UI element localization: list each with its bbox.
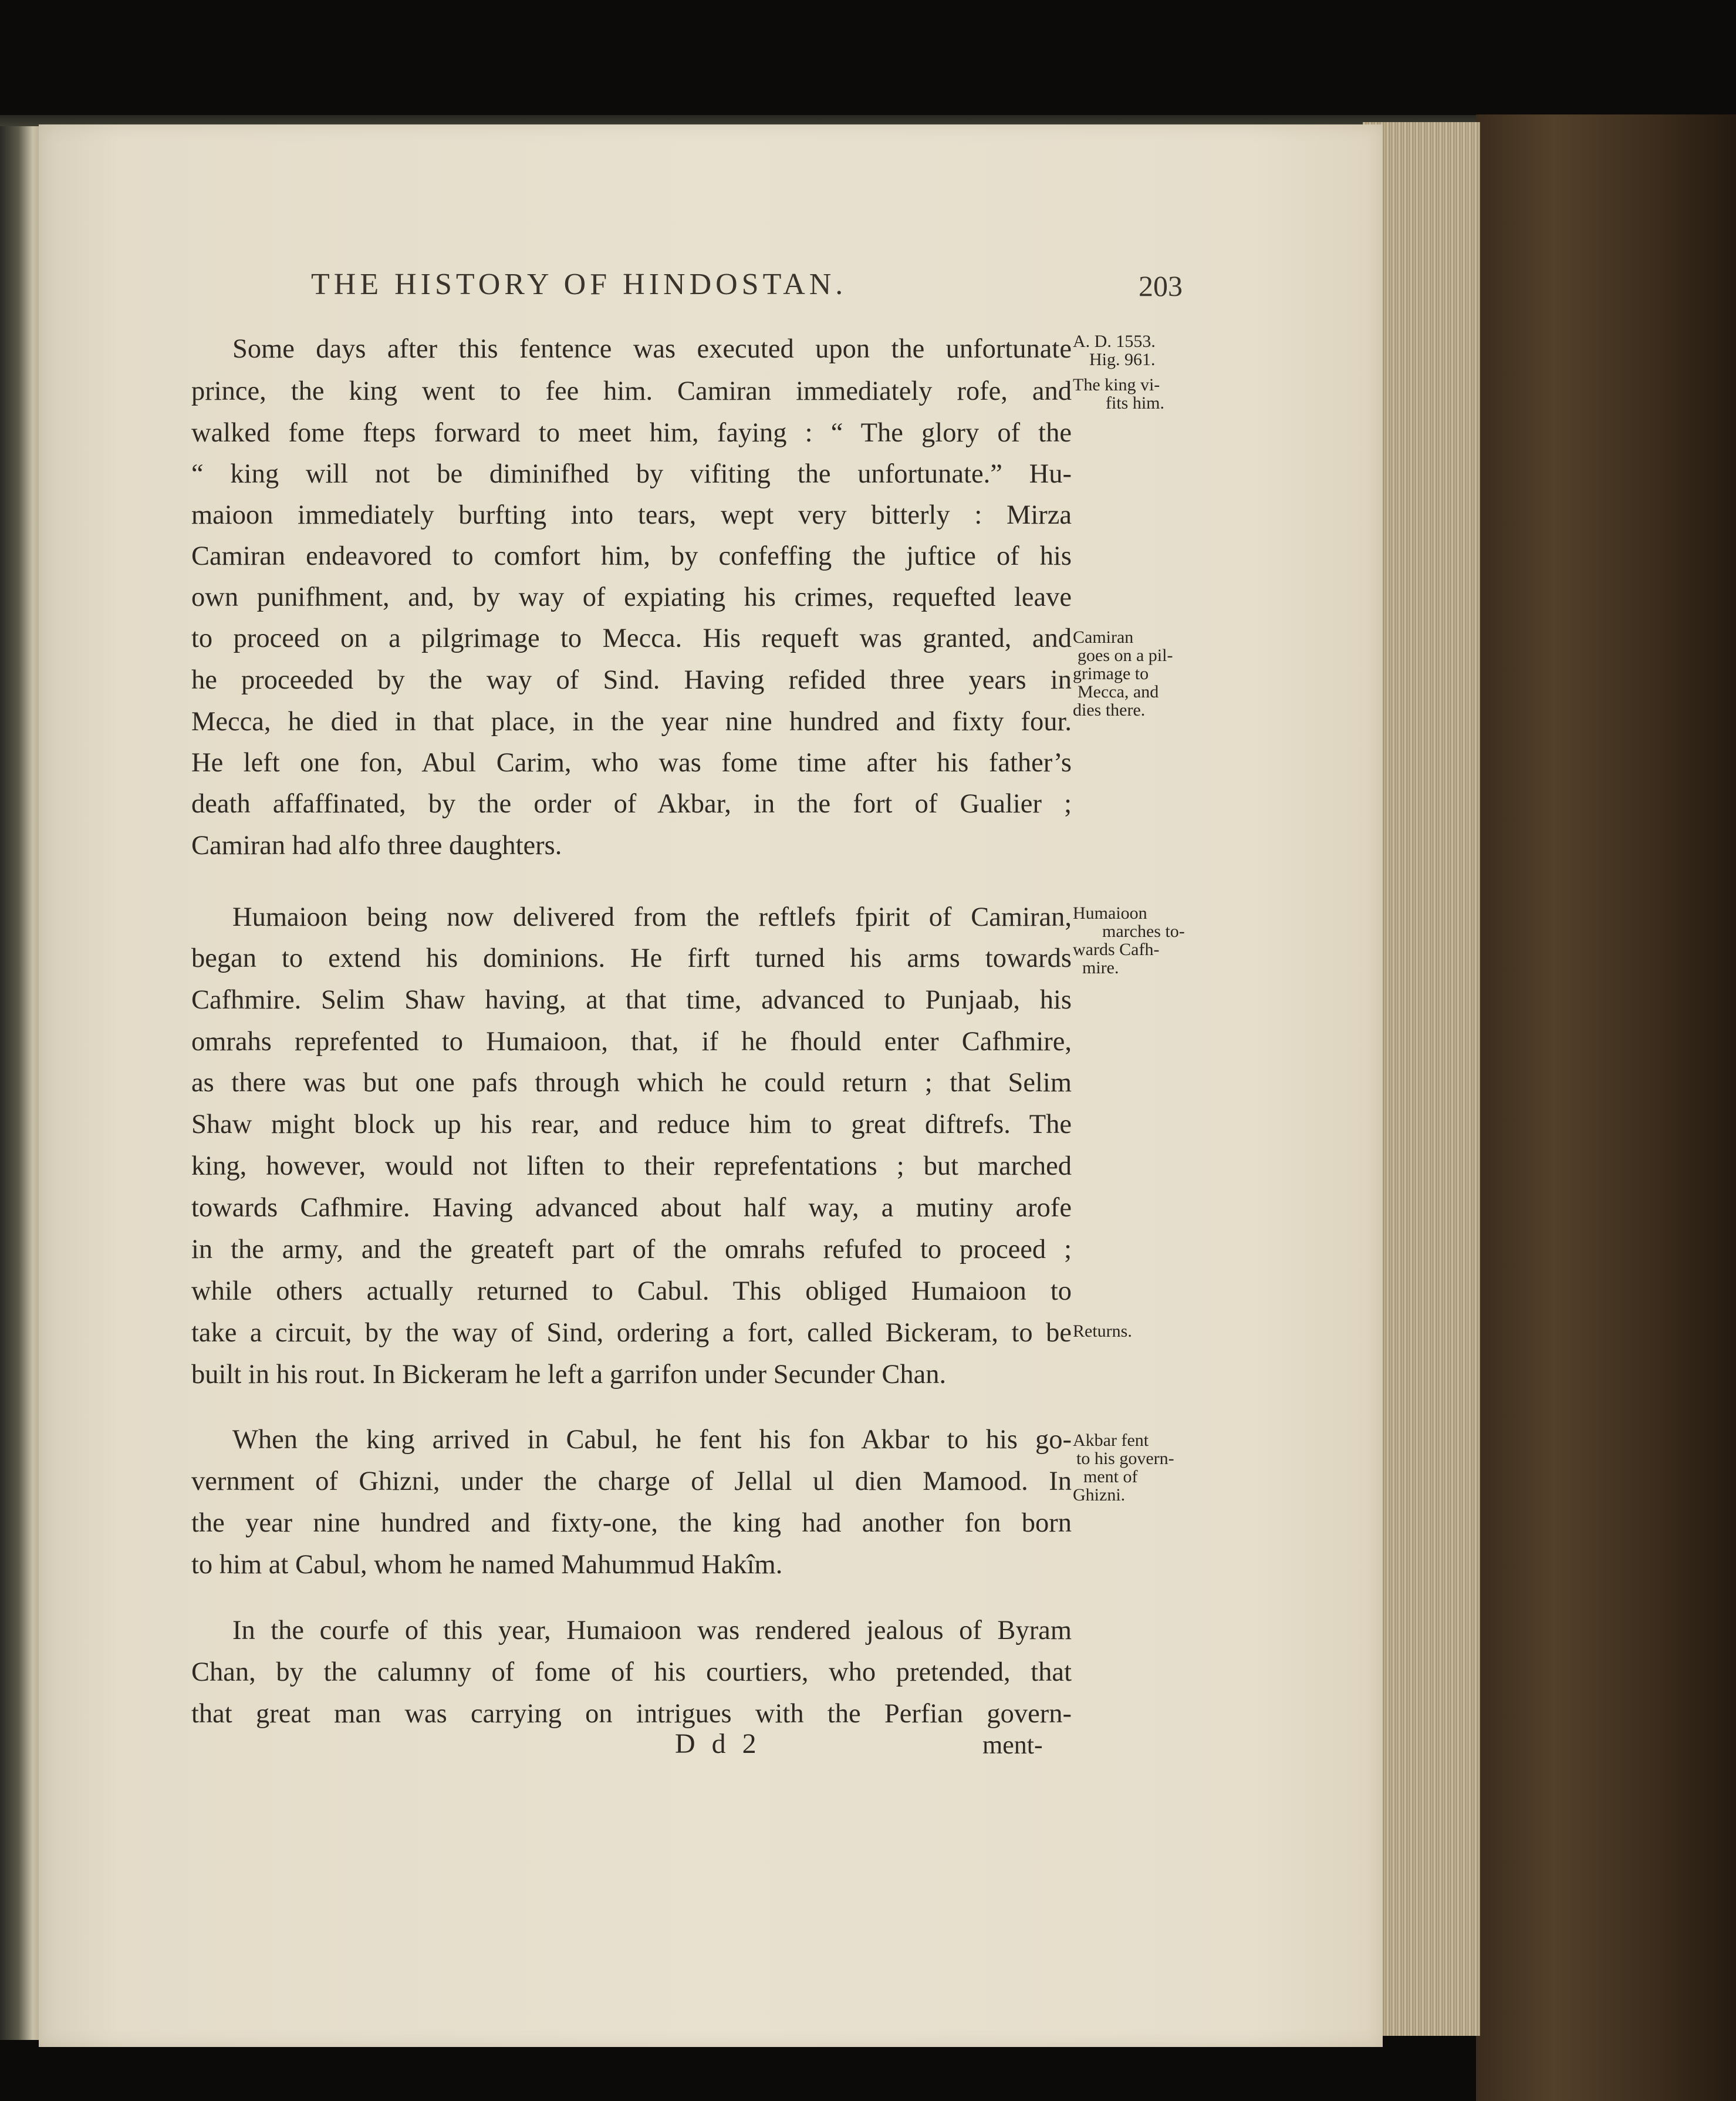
- text-line: to proceed on a pilgrimage to Mecca. His requeft was granted, and: [191, 623, 1072, 653]
- text-line: omrahs reprefented to Humaioon, that, if he fhould enter Cafhmire,: [191, 1027, 1072, 1057]
- marginal-note-date: A. D. 1553. Hig. 961.: [1073, 332, 1156, 369]
- text-line: began to extend his dominions. He firft turned his arms towards: [191, 943, 1072, 973]
- text-line: as there was but one pafs through which he could return ; that Selim: [191, 1068, 1072, 1098]
- text-line: king, however, would not liften to their reprefentations ; but marched: [191, 1151, 1072, 1181]
- text-line: Camiran had alfo three daughters.: [191, 831, 562, 861]
- text-line: He left one fon, Abul Carim, who was fome time after his father’s: [191, 748, 1072, 778]
- text-line: “ king will not be diminifhed by vifiting the unfortunate.” Hu-: [191, 459, 1072, 489]
- text-line: that great man was carrying on intrigues with the Perfian govern-: [191, 1699, 1072, 1729]
- text-line: maioon immediately burfting into tears, wept very bitterly : Mirza: [191, 500, 1072, 530]
- text-line: the year nine hundred and fixty-one, the king had another fon born: [191, 1508, 1072, 1538]
- left-page-edge: [0, 126, 41, 2040]
- text-line: in the army, and the greateft part of the omrahs refufed to proceed ;: [191, 1235, 1072, 1264]
- leather-cover: [1476, 114, 1736, 2101]
- signature-mark: D d 2: [675, 1728, 761, 1759]
- page-number: 203: [1139, 269, 1183, 302]
- text-line: Some days after this fentence was executed upon the unfortunate: [232, 334, 1072, 364]
- text-line: Cafhmire. Selim Shaw having, at that time, advanced to Punjaab, his: [191, 985, 1072, 1015]
- text-line: Camiran endeavored to comfort him, by confeffing the juftice of his: [191, 541, 1072, 571]
- marginal-note: Returns.: [1073, 1321, 1132, 1341]
- text-line: prince, the king went to fee him. Camiran immediately rofe, and: [191, 376, 1072, 406]
- running-head: THE HISTORY OF HINDOSTAN.: [311, 268, 847, 301]
- marginal-note: Humaioon marches to- wards Cafh- mire.: [1073, 903, 1185, 977]
- text-line: towards Cafhmire. Having advanced about half way, a mutiny arofe: [191, 1193, 1072, 1223]
- text-line: Shaw might block up his rear, and reduce him to great diftrefs. The: [191, 1109, 1072, 1139]
- text-line: death affaffinated, by the order of Akbar, in the fort of Gualier ;: [191, 789, 1072, 819]
- marginal-note: Akbar fent to his govern- ment of Ghizni.: [1073, 1431, 1174, 1505]
- text-line: he proceeded by the way of Sind. Having refided three years in: [191, 665, 1072, 695]
- text-line: In the courfe of this year, Humaioon was rendered jealous of Byram: [232, 1616, 1072, 1645]
- catchword: ment-: [982, 1731, 1043, 1759]
- text-line: built in his rout. In Bickeram he left a garrifon under Secunder Chan.: [191, 1360, 947, 1390]
- text-line: Mecca, he died in that place, in the year nine hundred and fixty four.: [191, 707, 1072, 737]
- marginal-note: The king vi- fits him.: [1073, 375, 1165, 413]
- marginal-note: Camiran goes on a pil- grimage to Mecca, and dies there.: [1073, 628, 1173, 720]
- text-line: vernment of Ghizni, under the charge of Jellal ul dien Mamood. In: [191, 1466, 1072, 1496]
- text-line: walked fome fteps forward to meet him, faying : “ The glory of the: [191, 418, 1072, 448]
- text-line: Chan, by the calumny of fome of his courtiers, who pretended, that: [191, 1657, 1072, 1687]
- text-line: to him at Cabul, whom he named Mahummud Hakîm.: [191, 1550, 783, 1580]
- text-line: while others actually returned to Cabul. This obliged Humaioon to: [191, 1276, 1072, 1306]
- text-line: own punifhment, and, by way of expiating his crimes, requefted leave: [191, 582, 1072, 612]
- text-line: take a circuit, by the way of Sind, ordering a fort, called Bickeram, to be: [191, 1318, 1072, 1348]
- text-line: When the king arrived in Cabul, he fent his fon Akbar to his go-: [232, 1425, 1072, 1455]
- text-line: Humaioon being now delivered from the reftlefs fpirit of Camiran,: [232, 902, 1072, 932]
